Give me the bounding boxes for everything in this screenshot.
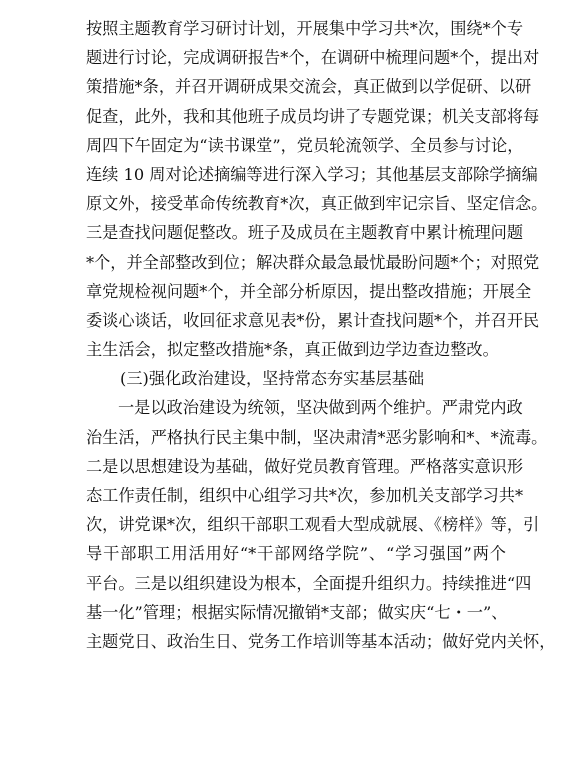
paragraph-line: 二是以思想建设为基础，做好党员教育管理。严格落实意识形 — [86, 456, 524, 476]
document-body — [86, 14, 556, 656]
paragraph-line: 态工作责任制，组织中心组学习共*次，参加机关支部学习共* — [86, 486, 524, 505]
paragraph-line: 周四下午固定为“读书课堂”，党员轮流领学、全员参与讨论， — [86, 135, 524, 155]
paragraph-line: 委谈心谈话，收回征求意见表*份，累计查找问题*个，并召开民 — [86, 310, 540, 330]
paragraph-line: 导干部职工用活用好“*干部网络学院”、“学习强国”两个 — [86, 544, 506, 564]
paragraph-line: 题进行讨论，完成调研报告*个，在调研中梳理问题*个，提出对 — [86, 48, 540, 68]
paragraph-line: 一是以政治建设为统领，坚决做到两个维护。严肃党内政 — [118, 398, 523, 418]
paragraph-line: 基一化”管理；根据实际情况撤销*支部；做实庆“七・一”、 — [86, 602, 508, 622]
section-heading: (三)强化政治建设，坚持常态夯实基层基础 — [120, 369, 425, 389]
paragraph-line: 主题党日、政治生日、党务工作培训等基本活动；做好党内关怀， — [86, 631, 556, 651]
paragraph-line: 主生活会，拟定整改措施*条，真正做到边学边查边整改。 — [86, 340, 499, 360]
paragraph-line: 治生活，严格执行民主集中制，坚决肃清*恶劣影响和*、*流毒。 — [86, 427, 548, 447]
paragraph-line: 次，讲党课*次，组织干部职工观看大型成就展、《榜样》等，引 — [86, 515, 540, 535]
paragraph-line: 三是查找问题促整改。班子及成员在主题教育中累计梳理问题 — [86, 223, 524, 243]
paragraph-line: 章党规检视问题*个，并全部分析原因，提出整改措施；开展全 — [86, 281, 532, 301]
paragraph-line: 连续 10 周对论述摘编等进行深入学习；其他基层支部除学摘编 — [86, 164, 538, 184]
paragraph-line: 原文外，接受革命传统教育*次，真正做到牢记宗旨、坚定信念。 — [86, 194, 548, 214]
paragraph-line: *个，并全部整改到位；解决群众最急最忧最盼问题*个；对照党 — [86, 252, 540, 272]
paragraph-line: 策措施*条，并召开调研成果交流会，真正做到以学促研、以研 — [86, 77, 532, 97]
paragraph-line: 按照主题教育学习研讨计划，开展集中学习共*次，围绕*个专 — [86, 19, 524, 38]
paragraph-line: 平台。三是以组织建设为根本，全面提升组织力。持续推进“四 — [86, 573, 532, 593]
paragraph-line: 促查，此外，我和其他班子成员均讲了专题党课；机关支部将每 — [86, 106, 540, 126]
